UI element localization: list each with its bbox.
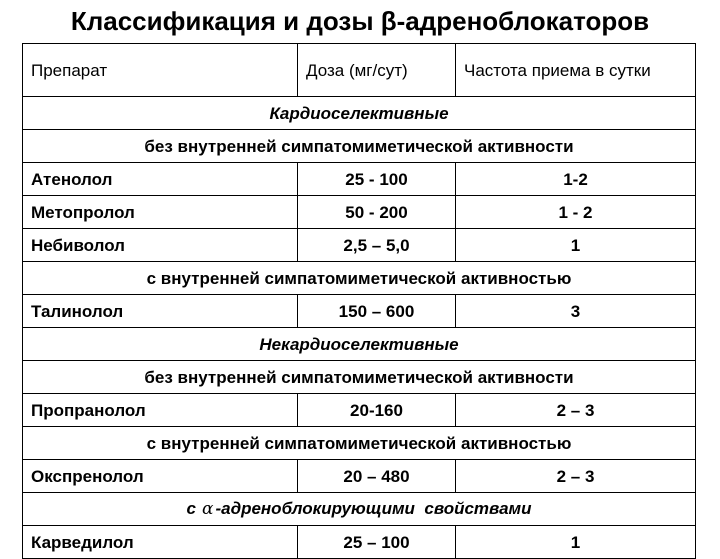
subsection-row: [23, 130, 696, 163]
drug-cell: Карведилол: [23, 526, 298, 559]
header-frequency: Частота приема в сутки: [456, 44, 696, 97]
dose-cell: 50 - 200: [298, 196, 456, 229]
subsection-row: [23, 427, 696, 460]
table-header-row: [23, 44, 696, 97]
subsection-heading: без внутренней симпатомиметической активности: [23, 361, 696, 394]
table-row: [23, 526, 696, 559]
section-heading: Кардиоселективные: [23, 97, 696, 130]
drug-cell: Метопролол: [23, 196, 298, 229]
table-row: [23, 295, 696, 328]
frequency-cell: 2 – 3: [456, 394, 696, 427]
section-row: [23, 97, 696, 130]
subsection-row: [23, 361, 696, 394]
header-drug: Препарат: [23, 44, 298, 97]
beta-blockers-table: [22, 43, 696, 559]
subsection-heading-alpha: [23, 493, 696, 526]
frequency-cell: 1: [456, 526, 696, 559]
page-title: Классификация и дозы β-адреноблокаторов: [70, 6, 650, 36]
frequency-cell: 2 – 3: [456, 460, 696, 493]
drug-cell: Талинолол: [23, 295, 298, 328]
subsection-row: [23, 493, 696, 526]
subsection-heading: с внутренней симпатомиметической активностью: [23, 427, 696, 460]
frequency-cell: 3: [456, 295, 696, 328]
table-row: [23, 163, 696, 196]
table-row: [23, 229, 696, 262]
dose-cell: 20 – 480: [298, 460, 456, 493]
table-row: [23, 394, 696, 427]
drug-cell: Небиволол: [23, 229, 298, 262]
subsection-heading: с внутренней симпатомиметической активностью: [23, 262, 696, 295]
dose-cell: 25 - 100: [298, 163, 456, 196]
alpha-prefix: с: [186, 499, 196, 518]
alpha-text: -адреноблокирующими свойствами: [215, 499, 532, 518]
frequency-cell: 1: [456, 229, 696, 262]
table-row: [23, 460, 696, 493]
table-row: [23, 196, 696, 229]
drug-cell: Окспренолол: [23, 460, 298, 493]
frequency-cell: 1 - 2: [456, 196, 696, 229]
subsection-heading: без внутренней симпатомиметической активности: [23, 130, 696, 163]
alpha-symbol: α: [201, 499, 214, 519]
section-heading: Некардиоселективные: [23, 328, 696, 361]
header-dose: Доза (мг/сут): [298, 44, 456, 97]
dose-cell: 20-160: [298, 394, 456, 427]
section-row: [23, 328, 696, 361]
dose-cell: 2,5 – 5,0: [298, 229, 456, 262]
dose-cell: 25 – 100: [298, 526, 456, 559]
dose-cell: 150 – 600: [298, 295, 456, 328]
subsection-row: [23, 262, 696, 295]
frequency-cell: 1-2: [456, 163, 696, 196]
drug-cell: Атенолол: [23, 163, 298, 196]
drug-cell: Пропранолол: [23, 394, 298, 427]
